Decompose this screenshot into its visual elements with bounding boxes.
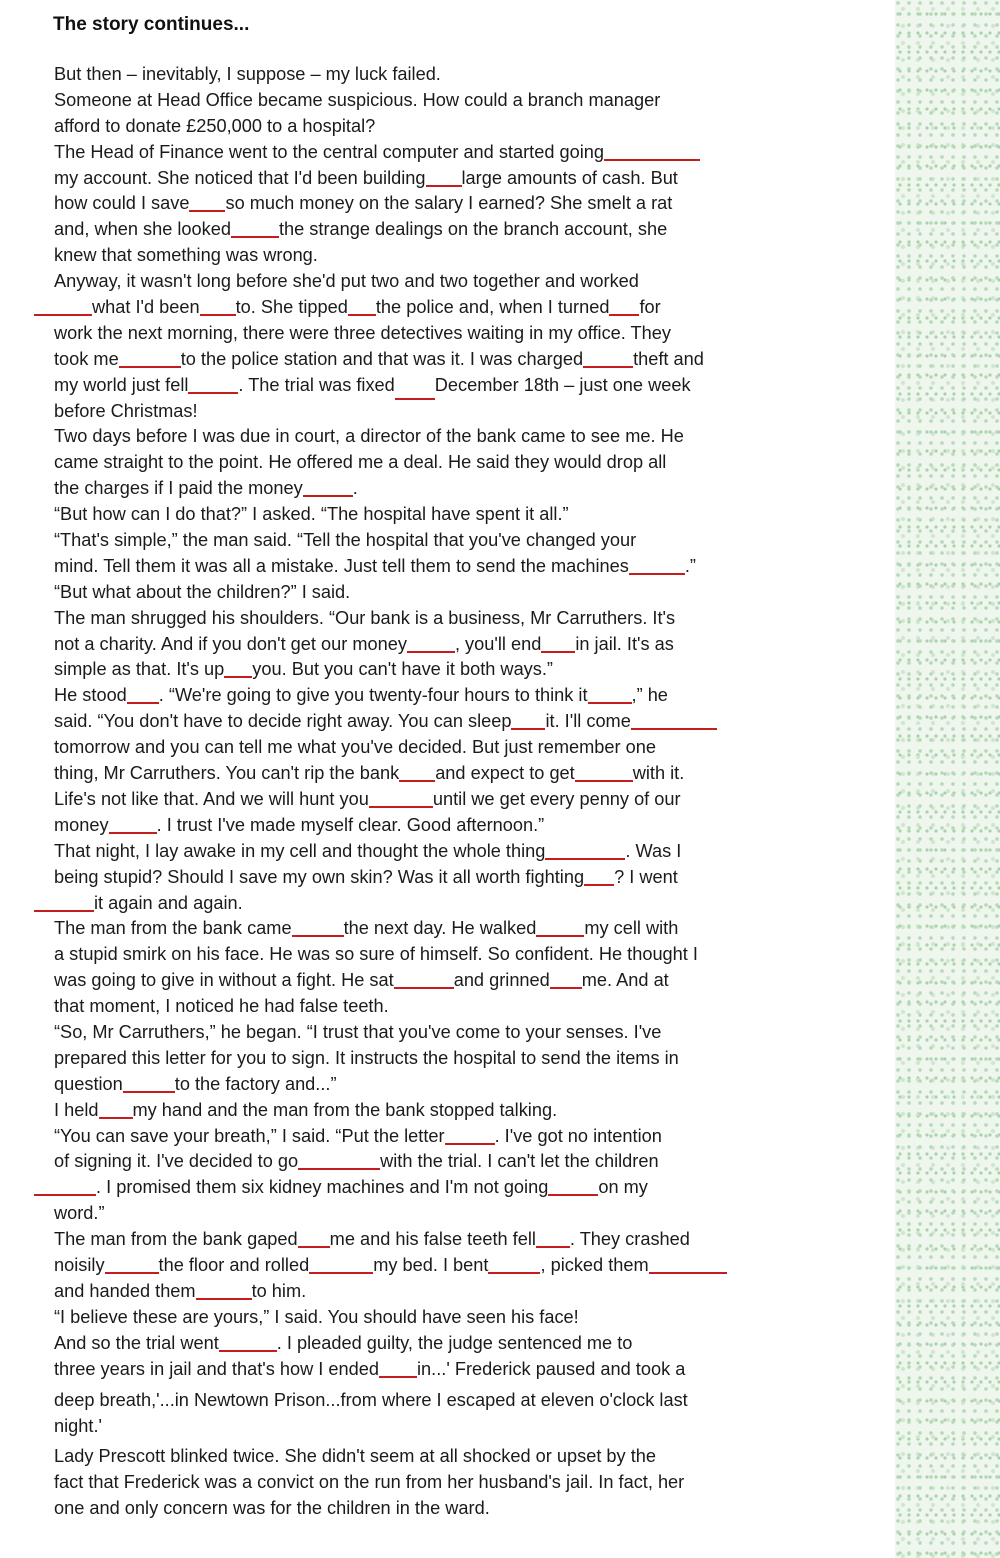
text-run: “I believe these are yours,” I said. You should have seen his face! bbox=[54, 1306, 579, 1327]
text-line bbox=[54, 373, 834, 399]
answer-blank[interactable] bbox=[488, 1256, 540, 1274]
text-run: simple as that. It's up bbox=[54, 659, 225, 680]
text-line bbox=[54, 424, 834, 450]
text-line bbox=[54, 321, 834, 347]
story-text bbox=[54, 62, 834, 1522]
text-line bbox=[54, 1388, 834, 1414]
text-line bbox=[54, 88, 834, 114]
text-line bbox=[54, 657, 834, 683]
answer-blank[interactable] bbox=[298, 1152, 380, 1170]
answer-blank[interactable] bbox=[588, 686, 632, 704]
answer-blank[interactable] bbox=[583, 350, 633, 368]
text-line bbox=[54, 787, 834, 813]
text-run: knew that something was wrong. bbox=[54, 245, 318, 266]
text-run: The man from the bank gaped bbox=[54, 1229, 298, 1250]
text-run: “That's simple,” the man said. “Tell the hospital that you've changed your bbox=[54, 530, 637, 551]
text-run: “So, Mr Carruthers,” he began. “I trust that you've come to your senses. I've bbox=[54, 1021, 662, 1042]
text-run: But then – inevitably, I suppose – my luck failed. bbox=[54, 64, 441, 84]
text-line bbox=[54, 217, 834, 243]
text-run: theft and bbox=[633, 348, 704, 369]
text-run: to the factory and...” bbox=[174, 1073, 337, 1094]
text-run: came straight to the point. He offered me a deal. He said they would drop all bbox=[54, 452, 667, 473]
text-line bbox=[54, 761, 834, 787]
answer-blank[interactable] bbox=[604, 143, 700, 161]
text-line bbox=[54, 243, 834, 269]
text-run: . “We're going to give you twenty-four hours to think it bbox=[158, 685, 588, 706]
text-line bbox=[54, 269, 834, 295]
text-run: . I've got no intention bbox=[494, 1125, 662, 1146]
answer-blank[interactable] bbox=[649, 1256, 727, 1274]
text-run: took me bbox=[54, 348, 119, 369]
answer-blank[interactable] bbox=[348, 298, 376, 316]
text-run: the next day. He walked bbox=[343, 918, 537, 939]
text-line bbox=[54, 1357, 834, 1383]
text-run: with it. bbox=[632, 763, 685, 784]
text-run: said. “You don't have to decide right away. You can sleep bbox=[54, 711, 512, 732]
text-run: and, when she looked bbox=[54, 219, 231, 240]
text-run: And so the trial went bbox=[54, 1332, 219, 1353]
text-run: for bbox=[639, 297, 661, 318]
text-run: December 18th – just one week bbox=[434, 374, 691, 395]
text-run: . Was I bbox=[625, 840, 682, 861]
text-run: work the next morning, there were three detectives waiting in my office. They bbox=[54, 322, 671, 343]
answer-blank[interactable] bbox=[584, 868, 614, 886]
text-run: and handed them bbox=[54, 1280, 196, 1301]
text-line bbox=[54, 450, 834, 476]
answer-blank[interactable] bbox=[200, 298, 236, 316]
text-line bbox=[54, 1098, 834, 1124]
text-run: what I'd been bbox=[92, 297, 200, 318]
text-run: I held bbox=[54, 1099, 99, 1120]
text-run: That night, I lay awake in my cell and thought the whole thing bbox=[54, 840, 546, 861]
text-line bbox=[54, 1470, 834, 1496]
text-line bbox=[54, 554, 834, 580]
text-line bbox=[54, 735, 834, 761]
text-run: my world just fell bbox=[54, 374, 189, 395]
text-run: tomorrow and you can tell me what you've decided. But just remember one bbox=[54, 737, 656, 758]
text-run: money bbox=[54, 814, 109, 835]
text-run: . bbox=[352, 478, 358, 499]
text-run: ? I went bbox=[614, 866, 678, 887]
text-run: noisily bbox=[54, 1254, 105, 1275]
text-run: of signing it. I've decided to go bbox=[54, 1151, 299, 1172]
text-line bbox=[54, 813, 834, 839]
text-run: Lady Prescott blinked twice. She didn't seem at all shocked or upset by the bbox=[54, 1446, 656, 1467]
text-line bbox=[54, 865, 834, 891]
text-run: fact that Frederick was a convict on the run from her husband's jail. In fact, her bbox=[54, 1472, 685, 1493]
answer-blank[interactable] bbox=[224, 660, 252, 678]
text-run: He stood bbox=[54, 685, 127, 706]
answer-blank[interactable] bbox=[188, 376, 238, 394]
text-line bbox=[54, 1072, 834, 1098]
answer-blank[interactable] bbox=[34, 1178, 96, 1196]
answer-blank[interactable] bbox=[219, 1334, 277, 1352]
text-run: before Christmas! bbox=[54, 400, 198, 421]
text-line bbox=[54, 839, 834, 865]
answer-blank[interactable] bbox=[426, 169, 462, 187]
text-run: “But how can I do that?” I asked. “The hospital have spent it all.” bbox=[54, 504, 569, 525]
answer-blank[interactable] bbox=[105, 1256, 159, 1274]
answer-blank[interactable] bbox=[511, 712, 545, 730]
text-line bbox=[54, 399, 834, 425]
answer-blank[interactable] bbox=[609, 298, 639, 316]
text-run: a stupid smirk on his face. He was so sure of himself. So confident. He thought I bbox=[54, 944, 698, 965]
answer-blank[interactable] bbox=[189, 194, 225, 212]
text-run: Two days before I was due in court, a director of the bank came to see me. He bbox=[54, 426, 684, 447]
text-line bbox=[54, 1201, 834, 1227]
answer-blank[interactable] bbox=[292, 919, 344, 937]
text-run: my hand and the man from the bank stopped talking. bbox=[132, 1099, 558, 1120]
text-run: my account. She noticed that I'd been building bbox=[54, 167, 426, 188]
text-line bbox=[54, 942, 834, 968]
text-run: it. I'll come bbox=[545, 711, 631, 732]
answer-blank[interactable] bbox=[399, 764, 435, 782]
answer-blank[interactable] bbox=[536, 1230, 570, 1248]
text-line bbox=[54, 295, 834, 321]
text-run: was going to give in without a fight. He sat bbox=[54, 970, 394, 991]
text-line bbox=[54, 502, 834, 528]
text-run: mind. Tell them it was all a mistake. Just tell them to send the machines bbox=[54, 555, 629, 576]
text-run: not a charity. And if you don't get our money bbox=[54, 633, 407, 654]
answer-blank[interactable] bbox=[119, 350, 181, 368]
green-pattern-border bbox=[895, 0, 1000, 1558]
text-line bbox=[54, 62, 834, 88]
text-run: deep breath,'...in Newtown Prison...from where I escaped at eleven o'clock last bbox=[54, 1390, 688, 1411]
answer-blank[interactable] bbox=[369, 790, 433, 808]
answer-blank[interactable] bbox=[196, 1282, 252, 1300]
text-line bbox=[54, 1253, 834, 1279]
text-run: Someone at Head Office became suspicious. How could a branch manager bbox=[54, 89, 661, 110]
answer-blank[interactable] bbox=[536, 919, 584, 937]
text-line bbox=[54, 1414, 834, 1440]
text-line bbox=[54, 528, 834, 554]
text-line bbox=[54, 606, 834, 632]
text-run: and grinned bbox=[453, 970, 550, 991]
text-run: afford to donate £250,000 to a hospital? bbox=[54, 115, 376, 136]
text-run: . I pleaded guilty, the judge sentenced me to bbox=[276, 1332, 633, 1353]
answer-blank[interactable] bbox=[550, 971, 582, 989]
answer-blank[interactable] bbox=[445, 1127, 495, 1145]
text-line bbox=[54, 683, 834, 709]
text-run: how could I save bbox=[54, 193, 190, 214]
text-run: me. And at bbox=[581, 970, 669, 991]
text-run: my bed. I bent bbox=[373, 1254, 489, 1275]
answer-blank[interactable] bbox=[394, 971, 454, 989]
text-line bbox=[54, 1227, 834, 1253]
answer-blank[interactable] bbox=[231, 220, 279, 238]
answer-blank[interactable] bbox=[541, 635, 575, 653]
text-line bbox=[54, 347, 834, 373]
text-run: the charges if I paid the money bbox=[54, 478, 303, 499]
answer-blank[interactable] bbox=[379, 1360, 417, 1378]
text-run: ,” he bbox=[631, 685, 668, 706]
text-run: . They crashed bbox=[569, 1229, 690, 1250]
text-run: , picked them bbox=[540, 1254, 649, 1275]
text-line bbox=[54, 580, 834, 606]
text-run: . I promised them six kidney machines and I'm not going bbox=[96, 1177, 549, 1198]
answer-blank[interactable] bbox=[548, 1178, 598, 1196]
text-line bbox=[54, 1149, 834, 1175]
text-line bbox=[54, 632, 834, 658]
answer-blank[interactable] bbox=[631, 712, 717, 730]
text-run: “But what about the children?” I said. bbox=[54, 581, 351, 602]
answer-blank[interactable] bbox=[575, 764, 633, 782]
text-run: on my bbox=[598, 1177, 648, 1198]
text-run: you. But you can't have it both ways.” bbox=[252, 659, 553, 680]
text-line bbox=[54, 1305, 834, 1331]
text-run: so much money on the salary I earned? She smelt a rat bbox=[225, 193, 673, 214]
text-run: three years in jail and that's how I ended bbox=[54, 1358, 379, 1379]
text-line bbox=[54, 1279, 834, 1305]
text-run: The man shrugged his shoulders. “Our bank is a business, Mr Carruthers. It's bbox=[54, 607, 676, 628]
answer-blank[interactable] bbox=[303, 479, 353, 497]
text-line bbox=[54, 1124, 834, 1150]
text-line bbox=[54, 191, 834, 217]
text-line bbox=[54, 1331, 834, 1357]
text-run: Anyway, it wasn't long before she'd put two and two together and worked bbox=[54, 271, 639, 292]
answer-blank[interactable] bbox=[309, 1256, 373, 1274]
text-run: until we get every penny of our bbox=[432, 788, 681, 809]
text-run: word.” bbox=[54, 1203, 105, 1224]
text-run: with the trial. I can't let the children bbox=[380, 1151, 659, 1172]
text-line bbox=[54, 1175, 834, 1201]
text-run: it again and again. bbox=[94, 892, 243, 913]
text-line bbox=[54, 1444, 834, 1470]
page-title: The story continues... bbox=[53, 14, 250, 35]
answer-blank[interactable] bbox=[545, 842, 625, 860]
text-run: in jail. It's as bbox=[575, 633, 674, 654]
text-run: my cell with bbox=[584, 918, 679, 939]
text-run: .” bbox=[684, 555, 696, 576]
text-run: one and only concern was for the children in the ward. bbox=[54, 1497, 490, 1518]
text-run: large amounts of cash. But bbox=[461, 167, 678, 188]
text-run: to. She tipped bbox=[235, 297, 348, 318]
answer-blank[interactable] bbox=[109, 816, 157, 834]
text-line bbox=[54, 916, 834, 942]
text-run: question bbox=[54, 1073, 123, 1094]
text-run: , you'll end bbox=[454, 633, 542, 654]
text-line bbox=[54, 166, 834, 192]
answer-blank[interactable] bbox=[407, 635, 455, 653]
text-line bbox=[54, 709, 834, 735]
text-line bbox=[54, 114, 834, 140]
text-run: prepared this letter for you to sign. It instructs the hospital to send the items in bbox=[54, 1047, 679, 1068]
text-line bbox=[54, 1020, 834, 1046]
text-run: The Head of Finance went to the central computer and started going bbox=[54, 141, 604, 162]
text-run: thing, Mr Carruthers. You can't rip the bank bbox=[54, 763, 400, 784]
answer-blank[interactable] bbox=[395, 382, 435, 400]
answer-blank[interactable] bbox=[99, 1101, 133, 1119]
text-line bbox=[54, 140, 834, 166]
text-line bbox=[54, 968, 834, 994]
text-run: that moment, I noticed he had false teeth. bbox=[54, 996, 389, 1017]
text-run: in...' Frederick paused and took a bbox=[417, 1358, 686, 1379]
text-run: being stupid? Should I save my own skin? Was it all worth fighting bbox=[54, 866, 585, 887]
text-line bbox=[54, 1496, 834, 1522]
answer-blank[interactable] bbox=[123, 1075, 175, 1093]
text-run: and expect to get bbox=[435, 763, 575, 784]
text-run: to the police station and that was it. I was charged bbox=[180, 348, 584, 369]
text-run: night.' bbox=[54, 1416, 102, 1437]
answer-blank[interactable] bbox=[127, 686, 159, 704]
text-run: Life's not like that. And we will hunt you bbox=[54, 788, 369, 809]
answer-blank[interactable] bbox=[34, 894, 94, 912]
text-run: the strange dealings on the branch account, she bbox=[278, 219, 668, 240]
text-run: me and his false teeth fell bbox=[329, 1229, 536, 1250]
text-run: . I trust I've made myself clear. Good afternoon.” bbox=[156, 814, 545, 835]
answer-blank[interactable] bbox=[298, 1230, 330, 1248]
text-run: . The trial was fixed bbox=[238, 374, 395, 395]
answer-blank[interactable] bbox=[34, 298, 92, 316]
text-run: to him. bbox=[251, 1280, 307, 1301]
text-run: “You can save your breath,” I said. “Put the letter bbox=[54, 1125, 445, 1146]
text-run: the police and, when I turned bbox=[375, 297, 610, 318]
answer-blank[interactable] bbox=[629, 557, 685, 575]
text-line bbox=[54, 994, 834, 1020]
text-run: The man from the bank came bbox=[54, 918, 292, 939]
text-line bbox=[54, 891, 834, 917]
text-run: the floor and rolled bbox=[158, 1254, 310, 1275]
text-line bbox=[54, 476, 834, 502]
text-line bbox=[54, 1046, 834, 1072]
